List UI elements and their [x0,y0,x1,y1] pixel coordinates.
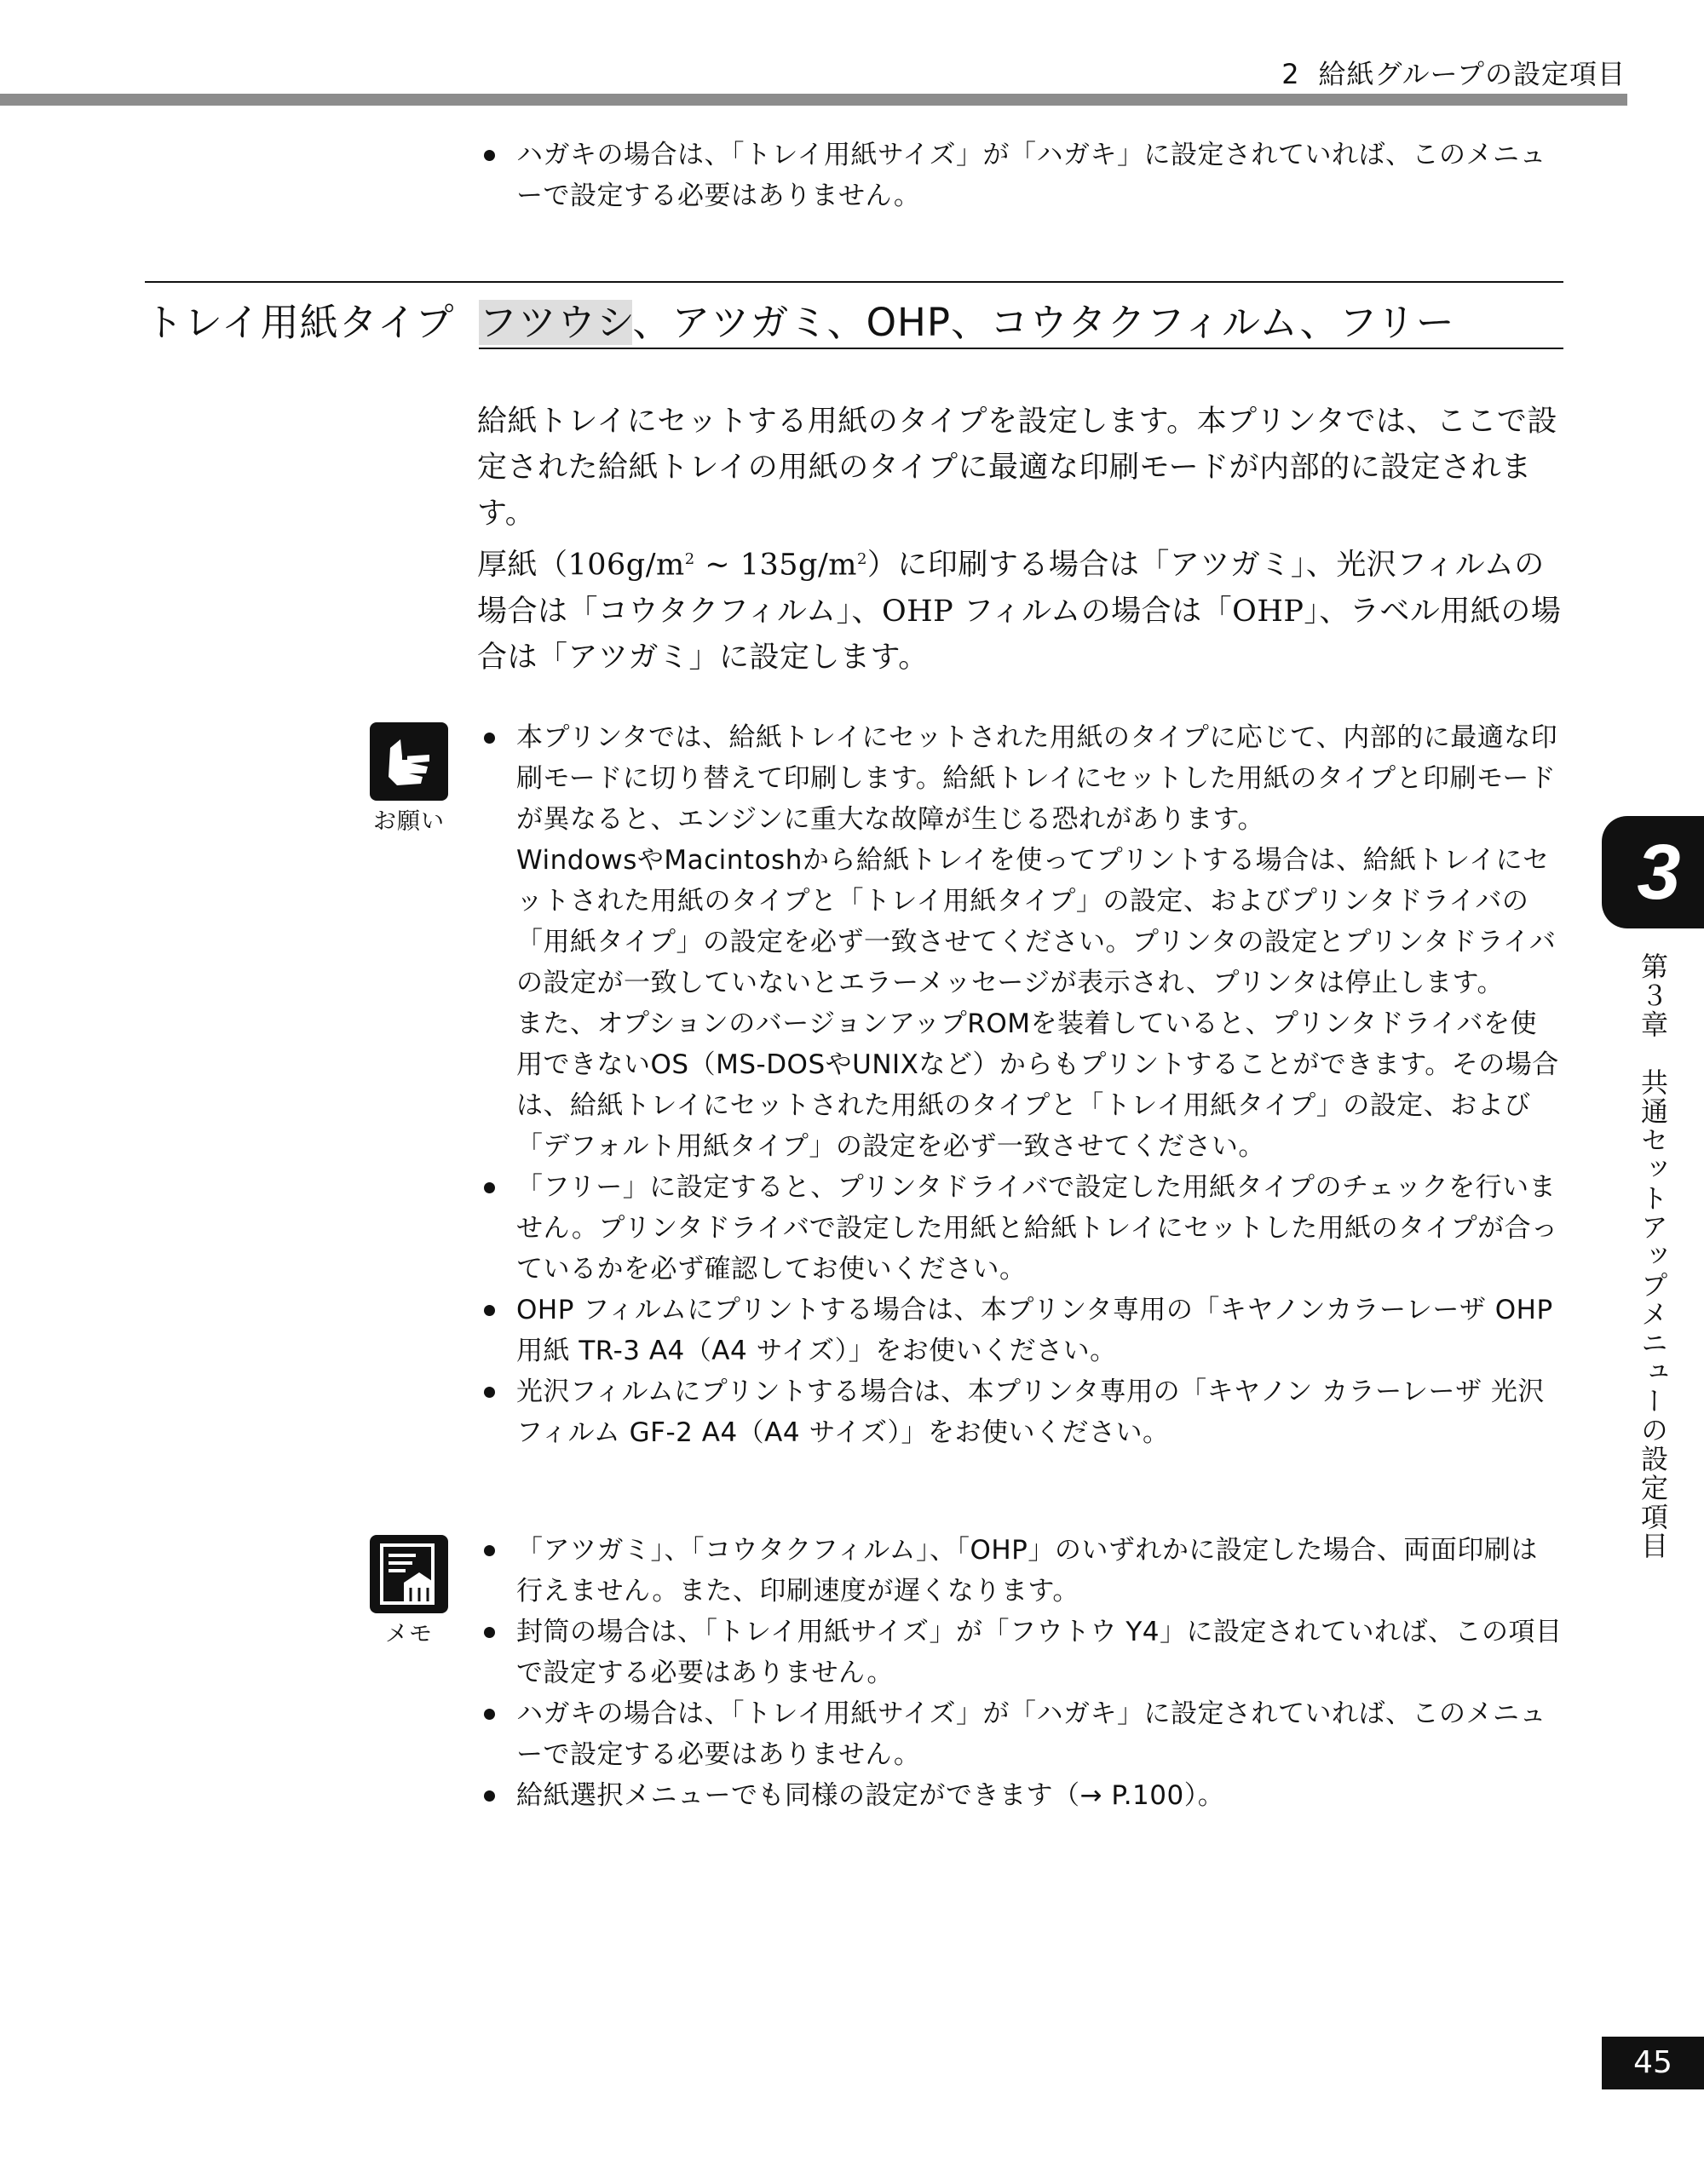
chapter-title: 第３章 共通セットアップメニューの設定項目 [1637,952,1669,1560]
running-head-section-number: 2 [1281,58,1300,90]
caution-item [477,1290,1563,1371]
memo-item [477,1530,1563,1612]
setting-default-value: フツウシ [479,300,633,345]
description-p2-prefix: 厚紙（106g/m [477,548,685,583]
setting-name: トレイ用紙タイプ [145,300,455,345]
page-number-box [1602,2037,1704,2089]
top-note-item [477,135,1563,216]
caution-item-4-text: 光沢フィルムにプリントする場合は、本プリンタ専用の「キヤノン カラーレーザ 光沢フィルム GF-2 A4（A4 サイズ）」をお使いください。 [516,1376,1545,1448]
caution-item-3-text: OHP フィルムにプリントする場合は、本プリンタ専用の「キヤノンカラーレーザ OHP 用紙 TR-3 A4（A4 サイズ）」をお使いください。 [516,1295,1553,1366]
caution-list [477,717,1563,1453]
chapter-tab [1602,816,1704,928]
memo-item-4-text: 給紙選択メニューでも同様の設定ができます（→ P.100）。 [516,1780,1225,1811]
caution-item [477,1167,1563,1290]
description-p2-suffix: ）に印刷する場合は「アツガミ」、光沢フィルムの場合は「コウタクフィルム」、OHP フィルムの場合は「OHP」、ラベル用紙の場合は「アツガミ」に設定します。 [477,548,1562,675]
header-rule [0,94,1627,106]
description-paragraph-2 [477,537,1563,681]
caution-item-1-paragraph-3: また、オプションのバージョンアップROMを装着していると、プリンタドライバを使用できないOS（MS-DOSやUNIXなど）からもプリントすることができます。その場合は、給紙トレイにセットされた用紙のタイプと「トレイ用紙タイプ」の設定、および「デフォルト用紙タイプ」の設定を必ず一致させてください。 [516,1009,1559,1162]
caution-item-1-paragraph-2: WindowsやMacintoshから給紙トレイを使ってプリントする場合は、給紙トレイにセットされた用紙のタイプと「トレイ用紙タイプ」の設定、およびプリンタドライバの「用紙タイプ」の設定を必ず一致させてください。プリンタの設定とプリンタドライバの設定が一致していないとエラーメッセージが表示され、プリンタは停止します。 [516,845,1557,998]
memo-icon-label: メモ [385,1621,433,1647]
caution-item [477,1371,1563,1453]
memo-item-1-text: 「アツガミ」、「コウタクフィルム」、「OHP」のいずれかに設定した場合、両面印刷は行えません。また、印刷速度が遅くなります。 [516,1535,1538,1606]
memo-item [477,1775,1563,1816]
top-note-list [477,135,1563,216]
running-head [1281,53,1626,92]
setting-other-values: 、アツガミ、OHP、コウタクフィルム、フリー [632,300,1455,345]
memo-icon-block [368,1535,450,1648]
pointing-hand-icon [370,722,448,801]
caution-item-2-text: 「フリー」に設定すると、プリンタドライバで設定した用紙タイプのチェックを行いません。プリンタドライバで設定した用紙と給紙トレイにセットした用紙のタイプが合っているかを必ず確認してお使いください。 [516,1172,1558,1285]
setting-values [479,291,1563,349]
caution-icon-block [368,722,450,836]
memo-icon [370,1535,448,1613]
description-paragraph-1: 給紙トレイにセットする用紙のタイプを設定します。本プリンタでは、ここで設定された給紙トレイの用紙のタイプに最適な印刷モードが内部的に設定されます。 [477,405,1557,531]
description-p2-mid: ~ 135g/m [694,548,857,583]
caution-icon-label: お願い [373,808,445,835]
memo-item [477,1693,1563,1775]
chapter-number: 3 [1637,829,1681,916]
running-head-title: 給紙グループの設定項目 [1318,58,1626,90]
memo-item-3-text: ハガキの場合は、「トレイ用紙サイズ」が「ハガキ」に設定されていれば、このメニューで設定する必要はありません。 [516,1698,1546,1770]
description-p2-sup-2: 2 [856,550,867,568]
page-number: 45 [1633,2045,1672,2080]
caution-item [477,717,1563,1167]
memo-item-2-text: 封筒の場合は、「トレイ用紙サイズ」が「フウトウ Y4」に設定されていれば、この項目で設定する必要はありません。 [516,1617,1563,1688]
memo-item [477,1612,1563,1693]
caution-item-1-paragraph-1: 本プリンタでは、給紙トレイにセットされた用紙のタイプに応じて、内部的に最適な印刷モードに切り替えて印刷します。給紙トレイにセットした用紙のタイプと印刷モードが異なると、エンジンに重大な故障が生じる恐れがあります。 [516,722,1558,835]
setting-header [145,281,1563,349]
setting-description [477,399,1563,681]
memo-list [477,1530,1563,1816]
description-p2-sup-1: 2 [684,550,695,568]
top-note-text: ハガキの場合は、「トレイ用紙サイズ」が「ハガキ」に設定されていれば、このメニューで設定する必要はありません。 [516,140,1546,211]
